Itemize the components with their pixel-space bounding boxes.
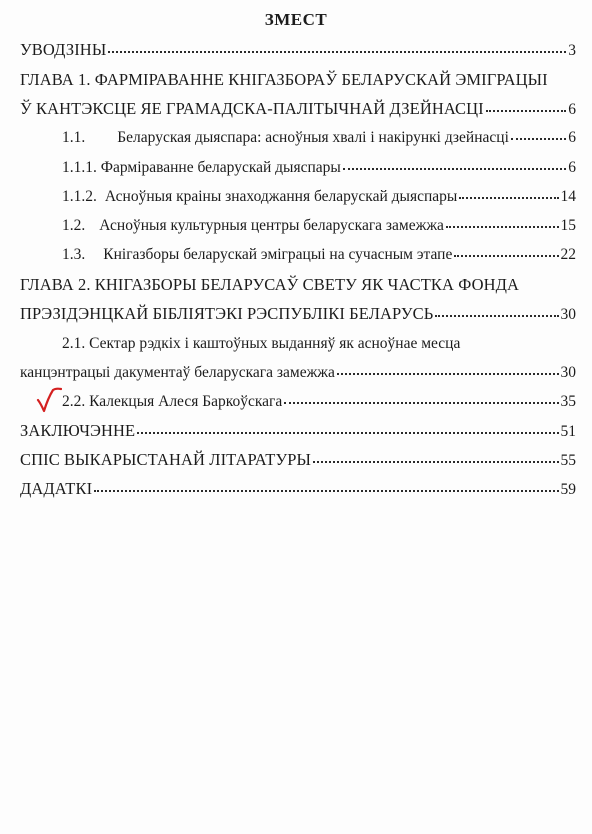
toc-entry-label: Асноўныя культурныя центры беларускага замежжа <box>99 217 444 234</box>
toc-entry-label: ДАДАТКІ <box>20 479 93 498</box>
toc-entry-label: ПРЭЗІДЭНЦКАЙ БІБЛІЯТЭКІ РЭСПУБЛІКІ БЕЛАРУСЬ <box>20 304 434 323</box>
leader-dots <box>94 486 558 492</box>
toc-entry-page: 6 <box>568 101 576 118</box>
toc-entry-2-2 <box>62 392 576 412</box>
toc-entry-1-1-2 <box>62 187 576 207</box>
toc-entry-label: 2.2. Калекцыя Алеся Баркоўскага <box>62 393 283 410</box>
toc-entry-page: 6 <box>568 129 576 146</box>
toc-entry-1-1 <box>62 128 576 148</box>
toc-entry-label: Асноўныя краіны знаходжання беларускай дыяспары <box>104 188 458 205</box>
toc-entry-chapter-2-line-1 <box>20 275 519 295</box>
leader-dots <box>454 251 558 257</box>
leader-dots <box>343 164 566 170</box>
toc-entry-page: 22 <box>560 246 576 263</box>
leader-dots <box>284 398 558 404</box>
toc-entry-chapter-1-line-2 <box>20 99 576 120</box>
toc-entry-page: 30 <box>560 364 576 381</box>
toc-entry-1-1-1 <box>62 158 576 178</box>
leader-dots <box>108 47 566 53</box>
leader-dots <box>459 193 558 199</box>
checkmark-icon <box>36 386 62 414</box>
toc-entry-chapter-1-line-1 <box>20 70 548 90</box>
leader-dots <box>137 428 558 434</box>
toc-entry-page: 51 <box>560 423 576 440</box>
page-title: ЗМЕСТ <box>264 10 328 29</box>
toc-entry-number: 1.1. <box>62 129 86 146</box>
toc-entry-label: УВОДЗІНЫ <box>20 40 107 59</box>
toc-entry-number: 1.2. <box>62 217 86 234</box>
toc-entry-label: Кнігазборы беларускай эміграцыі на сучасным этапе <box>103 246 453 263</box>
toc-entry-label: ГЛАВА 2. КНІГАЗБОРЫ БЕЛАРУСАЎ СВЕТУ ЯК ЧАСТКА ФОНДА <box>20 275 520 294</box>
toc-entry-label: 2.1. Сектар рэдкіх і каштоўных выданняў як асноўнае месца <box>62 335 461 352</box>
toc-entry-page: 6 <box>568 159 576 176</box>
leader-dots <box>313 457 559 463</box>
toc-entry-page: 59 <box>560 481 576 498</box>
toc-entry-chapter-2-line-2 <box>20 304 576 325</box>
toc-entry-page: 14 <box>560 188 576 205</box>
toc-entry-label: ГЛАВА 1. ФАРМІРАВАННЕ КНІГАЗБОРАЎ БЕЛАРУСКАЙ ЭМІГРАЦЫІ <box>20 70 548 89</box>
toc-entry-1-3 <box>62 245 576 265</box>
toc-entry-1-2 <box>62 216 576 236</box>
leader-dots <box>511 134 566 140</box>
toc-entry-label: канцэнтрацыі дакументаў беларускага замежжа <box>20 364 335 381</box>
leader-dots <box>435 311 558 317</box>
toc-entry-2-1-line-2 <box>20 363 576 383</box>
toc-entry-number: 1.1.2. <box>62 188 97 205</box>
toc-entry-page: 35 <box>560 393 576 410</box>
toc-entry-label: ЗАКЛЮЧЭННЕ <box>20 421 136 440</box>
leader-dots <box>337 369 559 375</box>
toc-entry-2-1-line-1 <box>62 334 460 354</box>
toc-entry-label: Беларуская дыяспара: асноўныя хвалі і накірункі дзейнасці <box>117 129 509 146</box>
toc-entry-label: 1.1.1. Фарміраванне беларускай дыяспары <box>62 159 341 176</box>
toc-entry-appendices <box>20 479 576 500</box>
toc-entry-introduction <box>20 40 576 61</box>
toc-entry-label: Ў КАНТЭКСЦЕ ЯЕ ГРАМАДСКА-ПАЛІТЫЧНАЙ ДЗЕЙНАСЦІ <box>20 99 484 118</box>
toc-entry-number: 1.3. <box>62 246 86 263</box>
toc-entry-conclusion <box>20 421 576 442</box>
toc-entry-page: 30 <box>560 306 576 323</box>
toc-entry-bibliography <box>20 450 576 471</box>
toc-entry-page: 3 <box>568 42 576 59</box>
toc-entry-page: 15 <box>560 217 576 234</box>
toc-entry-label: СПІС ВЫКАРЫСТАНАЙ ЛІТАРАТУРЫ <box>20 450 311 469</box>
leader-dots <box>446 222 559 228</box>
toc-entry-page: 55 <box>560 452 576 469</box>
leader-dots <box>486 106 566 112</box>
